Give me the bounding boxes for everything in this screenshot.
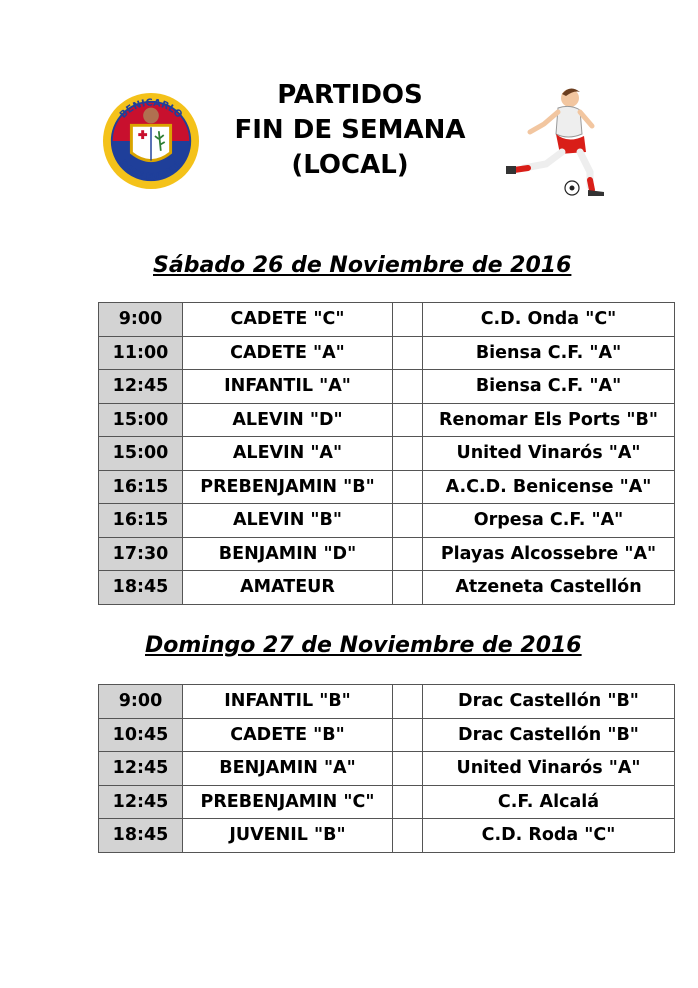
home-team: INFANTIL "B" — [183, 685, 393, 719]
match-time: 11:00 — [99, 336, 183, 370]
match-time: 15:00 — [99, 437, 183, 471]
table-row — [99, 303, 675, 337]
empty-cell — [393, 336, 423, 370]
match-time: 16:15 — [99, 504, 183, 538]
empty-cell — [393, 403, 423, 437]
table-row — [99, 504, 675, 538]
opponent-team: C.D. Onda "C" — [423, 303, 675, 337]
match-time: 10:45 — [99, 718, 183, 752]
empty-cell — [393, 537, 423, 571]
title-line-2: FIN DE SEMANA — [234, 115, 466, 145]
match-time: 17:30 — [99, 537, 183, 571]
table-row — [99, 437, 675, 471]
day-title-saturday: Sábado 26 de Noviembre de 2016 — [153, 253, 572, 278]
home-team: ALEVIN "A" — [183, 437, 393, 471]
table-row — [99, 785, 675, 819]
match-time: 12:45 — [99, 752, 183, 786]
table-row — [99, 370, 675, 404]
match-time: 15:00 — [99, 403, 183, 437]
club-crest-logo — [102, 92, 200, 190]
page-title — [200, 78, 500, 183]
match-time: 18:45 — [99, 819, 183, 853]
match-time: 18:45 — [99, 571, 183, 605]
opponent-team: United Vinarós "A" — [423, 437, 675, 471]
empty-cell — [393, 819, 423, 853]
table-row — [99, 685, 675, 719]
table-row — [99, 336, 675, 370]
empty-cell — [393, 370, 423, 404]
match-time: 9:00 — [99, 685, 183, 719]
empty-cell — [393, 752, 423, 786]
opponent-team: United Vinarós "A" — [423, 752, 675, 786]
day-title-sunday: Domingo 27 de Noviembre de 2016 — [145, 633, 582, 658]
opponent-team: Orpesa C.F. "A" — [423, 504, 675, 538]
schedule-table-sunday — [98, 684, 675, 853]
home-team: ALEVIN "B" — [183, 504, 393, 538]
home-team: BENJAMIN "A" — [183, 752, 393, 786]
soccer-player-illustration — [500, 82, 610, 200]
empty-cell — [393, 504, 423, 538]
empty-cell — [393, 470, 423, 504]
empty-cell — [393, 785, 423, 819]
empty-cell — [393, 437, 423, 471]
empty-cell — [393, 718, 423, 752]
table-row — [99, 571, 675, 605]
opponent-team: Biensa C.F. "A" — [423, 336, 675, 370]
crest-text-bottom: BASE FUTBOL — [116, 157, 186, 184]
empty-cell — [393, 685, 423, 719]
home-team: PREBENJAMIN "C" — [183, 785, 393, 819]
empty-cell — [393, 571, 423, 605]
match-time: 12:45 — [99, 785, 183, 819]
table-row — [99, 470, 675, 504]
opponent-team: Biensa C.F. "A" — [423, 370, 675, 404]
opponent-team: Atzeneta Castellón — [423, 571, 675, 605]
match-time: 9:00 — [99, 303, 183, 337]
home-team: CADETE "C" — [183, 303, 393, 337]
home-team: AMATEUR — [183, 571, 393, 605]
crest-text-top: BENICARLO — [117, 97, 185, 121]
home-team: JUVENIL "B" — [183, 819, 393, 853]
opponent-team: Drac Castellón "B" — [423, 685, 675, 719]
table-row — [99, 819, 675, 853]
title-line-1: PARTIDOS — [277, 80, 423, 110]
home-team: CADETE "A" — [183, 336, 393, 370]
home-team: ALEVIN "D" — [183, 403, 393, 437]
table-row — [99, 752, 675, 786]
empty-cell — [393, 303, 423, 337]
home-team: CADETE "B" — [183, 718, 393, 752]
opponent-team: C.D. Roda "C" — [423, 819, 675, 853]
opponent-team: C.F. Alcalá — [423, 785, 675, 819]
opponent-team: Renomar Els Ports "B" — [423, 403, 675, 437]
home-team: INFANTIL "A" — [183, 370, 393, 404]
home-team: BENJAMIN "D" — [183, 537, 393, 571]
title-line-3: (LOCAL) — [291, 150, 409, 180]
opponent-team: A.C.D. Benicense "A" — [423, 470, 675, 504]
match-time: 12:45 — [99, 370, 183, 404]
opponent-team: Playas Alcossebre "A" — [423, 537, 675, 571]
table-row — [99, 537, 675, 571]
schedule-table-saturday — [98, 302, 675, 605]
opponent-team: Drac Castellón "B" — [423, 718, 675, 752]
table-row — [99, 718, 675, 752]
match-time: 16:15 — [99, 470, 183, 504]
home-team: PREBENJAMIN "B" — [183, 470, 393, 504]
table-row — [99, 403, 675, 437]
